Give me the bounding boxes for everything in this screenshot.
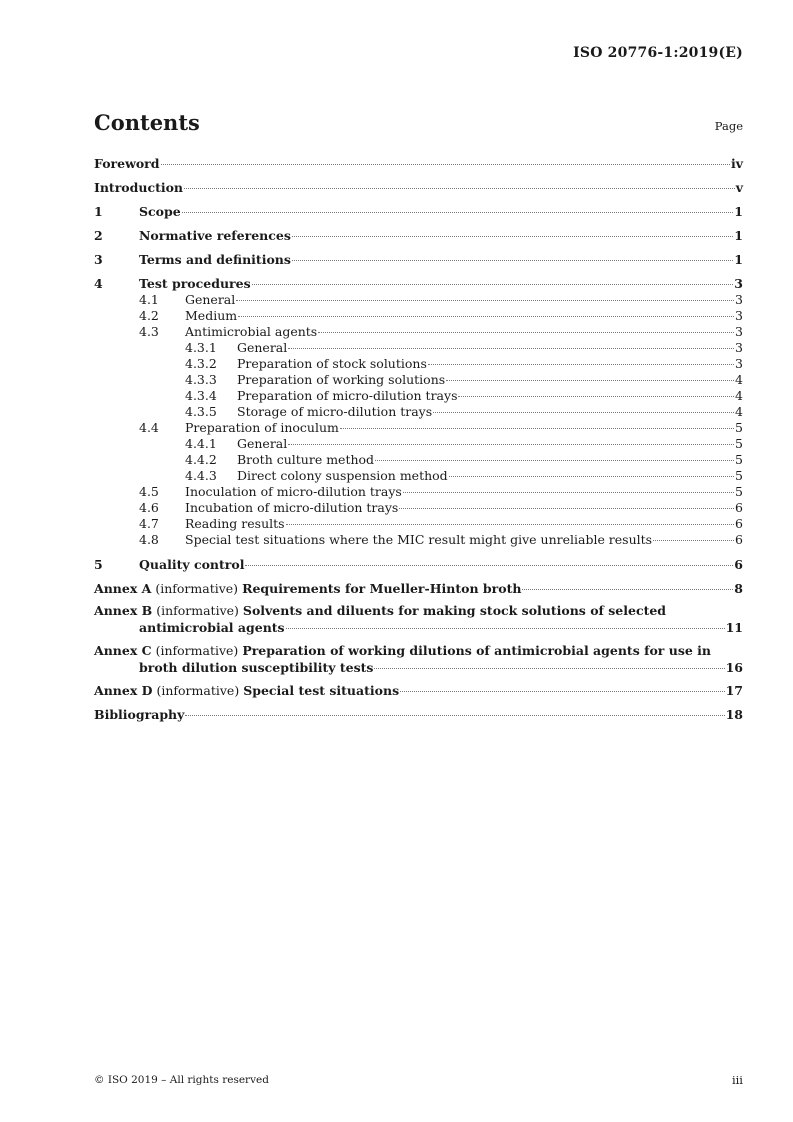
dot-leader xyxy=(403,492,734,493)
dot-leader xyxy=(428,364,734,365)
toc-entry-number: 4.8 xyxy=(139,532,159,547)
toc-entry-number: 4.1 xyxy=(139,292,159,307)
toc-entry-number: 4.3.3 xyxy=(185,372,217,387)
toc-entry-title: Preparation of working solutions xyxy=(237,372,446,387)
annex-label: Annex A xyxy=(94,581,152,596)
toc-entry-page: 3 xyxy=(734,276,743,291)
annex-entry[interactable] xyxy=(94,643,743,676)
annex-label: Annex C xyxy=(94,643,152,658)
toc-entry[interactable] xyxy=(94,180,743,196)
toc-entry-page: 5 xyxy=(735,484,743,499)
toc-entry-page: 1 xyxy=(734,252,743,267)
toc-entry-title: General xyxy=(237,340,288,355)
toc-entry-title: Broth culture method xyxy=(237,452,375,467)
toc-entry[interactable] xyxy=(139,420,743,436)
annex-line xyxy=(94,643,743,659)
toc-entry-number: 4.4 xyxy=(139,420,159,435)
dot-leader xyxy=(161,164,730,165)
toc-entry-page: 5 xyxy=(735,436,743,451)
toc-entry[interactable] xyxy=(139,500,743,516)
annex-page: 8 xyxy=(734,581,743,596)
toc-entry[interactable] xyxy=(94,276,743,292)
annex-page: 17 xyxy=(725,683,743,698)
annex-line xyxy=(94,683,743,699)
toc-entry-page: 5 xyxy=(735,420,743,435)
dot-leader xyxy=(522,589,733,590)
dot-leader xyxy=(458,396,734,397)
toc-entry-page: 3 xyxy=(735,340,743,355)
bibliography-entry[interactable] xyxy=(94,707,743,723)
toc-entry-page: 5 xyxy=(735,452,743,467)
toc-entry-page: 5 xyxy=(735,468,743,483)
bibliography-page: 18 xyxy=(725,707,743,722)
toc-entry-page: 4 xyxy=(735,388,743,403)
annex-informative: (informative) xyxy=(156,603,239,618)
toc-entry-number: 4.7 xyxy=(139,516,159,531)
annex-title-continued: antimicrobial agents xyxy=(139,620,285,635)
toc-entry-title: Incubation of micro-dilution trays xyxy=(185,500,399,515)
page-number: iii xyxy=(731,1073,743,1087)
annex-entry[interactable] xyxy=(94,683,743,699)
annex-label: Annex B xyxy=(94,603,153,618)
annex-informative: (informative) xyxy=(155,581,239,596)
toc-entry-page: 1 xyxy=(734,228,743,243)
document-identifier: ISO 20776-1:2019(E) xyxy=(573,45,743,61)
toc-entry-title: Reading results xyxy=(185,516,285,531)
toc-entry[interactable] xyxy=(94,557,743,573)
page-column-label: Page xyxy=(714,119,743,133)
toc-entry-title: Preparation of stock solutions xyxy=(237,356,427,371)
toc-entry-title: Quality control xyxy=(139,557,245,572)
toc-entry-page: 6 xyxy=(735,500,743,515)
dot-leader xyxy=(292,236,733,237)
dot-leader xyxy=(399,508,734,509)
toc-entry-page: 4 xyxy=(735,372,743,387)
toc-entry-number: 4.4.1 xyxy=(185,436,217,451)
toc-entry-title: Medium xyxy=(185,308,238,323)
annex-title-continued: broth dilution susceptibility tests xyxy=(139,660,374,675)
toc-entry-number: 4.2 xyxy=(139,308,159,323)
dot-leader xyxy=(182,212,734,213)
toc-entry-title: Introduction xyxy=(94,180,184,195)
toc-entry-number: 4.3.2 xyxy=(185,356,217,371)
toc-entry-number: 2 xyxy=(94,228,103,243)
contents-heading: Contents xyxy=(94,110,200,135)
toc-entry-number: 4.4.2 xyxy=(185,452,217,467)
toc-entry-page: 6 xyxy=(735,532,743,547)
toc-entry-page: 3 xyxy=(735,324,743,339)
annex-title: Requirements for Mueller-Hinton broth xyxy=(242,581,522,596)
toc-entry[interactable] xyxy=(139,484,743,500)
dot-leader xyxy=(252,284,734,285)
annex-informative: (informative) xyxy=(156,683,240,698)
toc-entry-number: 5 xyxy=(94,557,103,572)
toc-entry-page: 6 xyxy=(735,516,743,531)
toc-entry-page: v xyxy=(735,180,743,195)
toc-entry-title: General xyxy=(185,292,236,307)
toc-entry[interactable] xyxy=(94,204,743,220)
dot-leader xyxy=(375,460,734,461)
dot-leader xyxy=(374,668,724,669)
toc-entry-number: 4.3.4 xyxy=(185,388,217,403)
annex-title: Preparation of working dilutions of antimicrobial agents for use in xyxy=(242,643,712,658)
annex-title: Special test situations xyxy=(243,683,400,698)
dot-leader xyxy=(286,524,734,525)
toc-entry-page: 3 xyxy=(735,308,743,323)
toc-entry-title: Inoculation of micro-dilution trays xyxy=(185,484,402,499)
toc-entry-number: 4.6 xyxy=(139,500,159,515)
toc-entry[interactable] xyxy=(185,388,743,404)
dot-leader xyxy=(238,316,734,317)
toc-entry[interactable] xyxy=(185,340,743,356)
bibliography-title: Bibliography xyxy=(94,707,185,722)
toc-entry-title: Scope xyxy=(139,204,181,219)
toc-entry[interactable] xyxy=(94,252,743,268)
toc-entry[interactable] xyxy=(139,324,743,340)
toc-entry-page: 1 xyxy=(734,204,743,219)
toc-entry-number: 3 xyxy=(94,252,103,267)
dot-leader xyxy=(446,380,734,381)
annex-page: 11 xyxy=(725,620,743,635)
dot-leader xyxy=(286,628,725,629)
toc-entry[interactable] xyxy=(185,436,743,452)
toc-entry-number: 1 xyxy=(94,204,103,219)
toc-entry-title: Direct colony suspension method xyxy=(237,468,448,483)
dot-leader xyxy=(292,260,733,261)
dot-leader xyxy=(433,412,734,413)
toc-entry[interactable] xyxy=(185,404,743,420)
copyright-notice: © ISO 2019 – All rights reserved xyxy=(94,1074,269,1086)
toc-entry[interactable] xyxy=(139,292,743,308)
dot-leader xyxy=(318,332,734,333)
dot-leader xyxy=(449,476,734,477)
toc-entry-number: 4.4.3 xyxy=(185,468,217,483)
toc-entry-title: Test procedures xyxy=(139,276,251,291)
toc-entry-number: 4 xyxy=(94,276,103,291)
toc-entry-number: 4.5 xyxy=(139,484,159,499)
toc-entry[interactable] xyxy=(185,452,743,468)
toc-entry-number: 4.3 xyxy=(139,324,159,339)
toc-entry-page: 3 xyxy=(735,292,743,307)
annex-label: Annex D xyxy=(94,683,153,698)
dot-leader xyxy=(245,565,733,566)
dot-leader xyxy=(288,444,734,445)
annex-entry[interactable] xyxy=(94,603,743,636)
toc-entry-page: 3 xyxy=(735,356,743,371)
annex-line-continued xyxy=(94,660,743,676)
dot-leader xyxy=(236,300,734,301)
toc-entry-page: 6 xyxy=(734,557,743,572)
annex-line xyxy=(94,603,743,619)
dot-leader xyxy=(653,540,734,541)
annex-page: 16 xyxy=(725,660,743,675)
toc-entry-title: Normative references xyxy=(139,228,291,243)
toc-entry[interactable] xyxy=(185,372,743,388)
toc-entry-title: Special test situations where the MIC result might give unreliable results xyxy=(185,532,653,547)
toc-entry-page: iv xyxy=(730,156,743,171)
toc-entry-number: 4.3.1 xyxy=(185,340,217,355)
dot-leader xyxy=(400,691,724,692)
toc-entry[interactable] xyxy=(185,356,743,372)
annex-line-continued xyxy=(94,620,743,636)
toc-entry-title: Storage of micro-dilution trays xyxy=(237,404,433,419)
dot-leader xyxy=(185,715,724,716)
toc-entry-title: Preparation of inoculum xyxy=(185,420,339,435)
toc-entry[interactable] xyxy=(94,228,743,244)
toc-entry-title: Foreword xyxy=(94,156,160,171)
toc-entry-title: Antimicrobial agents xyxy=(185,324,318,339)
toc-entry[interactable] xyxy=(94,156,743,172)
toc-entry[interactable] xyxy=(139,532,743,548)
annex-title: Solvents and diluents for making stock solutions of selected xyxy=(242,603,667,618)
dot-leader xyxy=(340,428,734,429)
toc-entry-title: Terms and definitions xyxy=(139,252,291,267)
toc-entry-page: 4 xyxy=(735,404,743,419)
dot-leader xyxy=(288,348,734,349)
toc-entry[interactable] xyxy=(139,308,743,324)
toc-entry-number: 4.3.5 xyxy=(185,404,217,419)
annex-line xyxy=(94,581,743,597)
toc-entry[interactable] xyxy=(185,468,743,484)
toc-entry-title: General xyxy=(237,436,288,451)
dot-leader xyxy=(184,188,735,189)
toc-entry[interactable] xyxy=(139,516,743,532)
annex-entry[interactable] xyxy=(94,581,743,597)
toc-entry-title: Preparation of micro-dilution trays xyxy=(237,388,458,403)
annex-informative: (informative) xyxy=(155,643,239,658)
